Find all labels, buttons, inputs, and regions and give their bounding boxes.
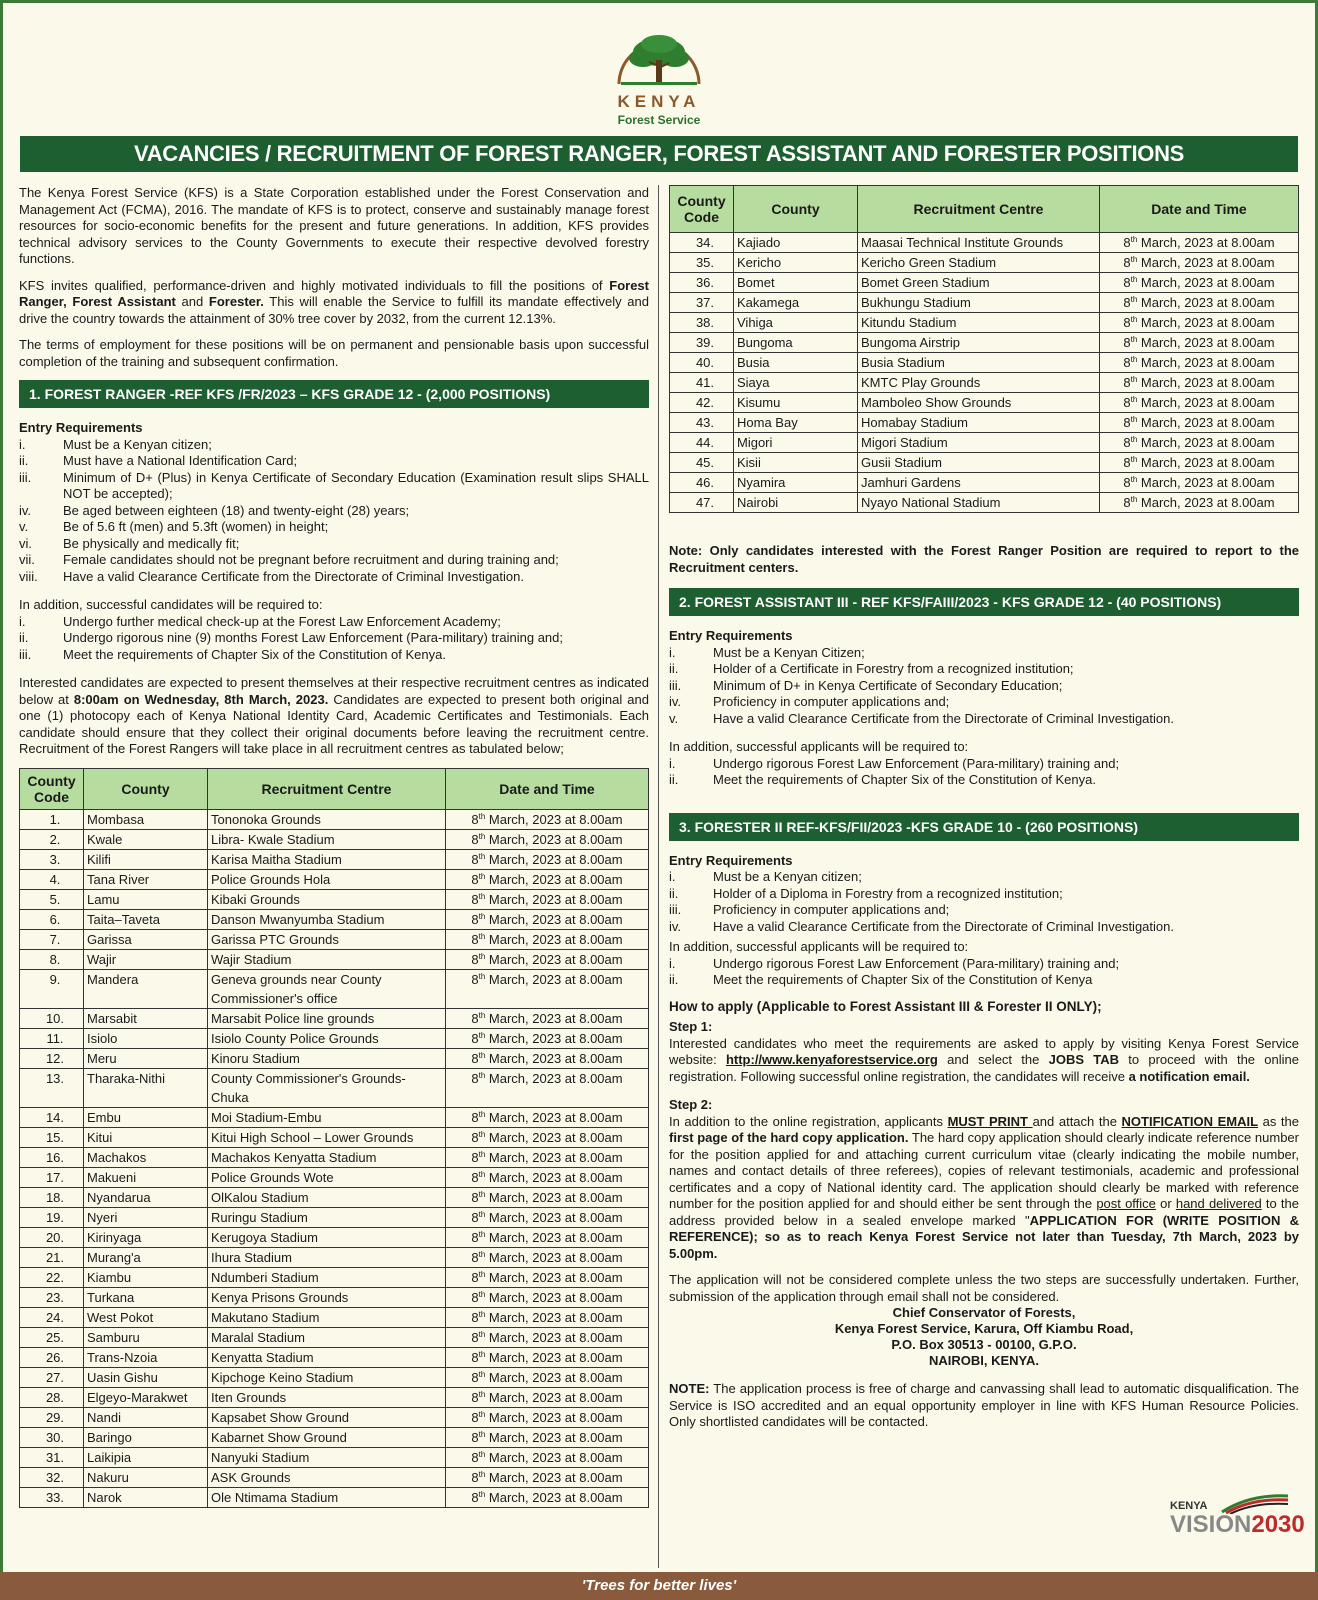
how-to-apply-heading: How to apply (Applicable to Forest Assistant III & Forester II ONLY);: [669, 998, 1102, 1014]
table-row: 26. Trans-Nzoia Kenyatta Stadium 8th March, 2023 at 8.00am: [20, 1347, 649, 1367]
table-row: 8. Wajir Wajir Stadium 8th March, 2023 at 8.00am: [20, 949, 649, 969]
table-row: 22. Kiambu Ndumberi Stadium 8th March, 2023 at 8.00am: [20, 1267, 649, 1287]
header-county: County: [84, 768, 208, 809]
step-2-text: In addition to the online registration, applicants MUST PRINT and attach the NOTIFICATION EMAIL as the first page of the hard copy application. The hard copy application should clearly indicate reference number for the position applied for and attaching current curriculum vitae (clearly indicating the mobile number, names and contact details of three referees), copies of relevant testimonials, academic and professional certificates and a copy of National identity card. The application should clearly be marked with reference number for the position applied for and should either be sent through the post office or hand delivered to the address provided below in a sealed envelope marked "APPLICATION FOR (WRITE POSITION & REFERENCE); so as to reach Kenya Forest Service not later than Tuesday, 7th March, 2023 by 5.00pm.: [669, 1113, 1299, 1261]
intro-paragraph-3: The terms of employment for these positions will be on permanent and pensionable basis upon successful completion of the training and subsequent confirmation.: [19, 337, 649, 369]
table-row: 35. Kericho Kericho Green Stadium 8th March, 2023 at 8.00am: [670, 253, 1299, 273]
step-2-label: Step 2:: [669, 1097, 713, 1112]
footer-slogan: 'Trees for better lives': [0, 1572, 1318, 1600]
table-row: 40. Busia Busia Stadium 8th March, 2023 at 8.00am: [670, 353, 1299, 373]
column-divider: [658, 185, 659, 1568]
logo-forest-service: Forest Service: [617, 113, 701, 127]
table-row: 42. Kisumu Mamboleo Show Grounds 8th March, 2023 at 8.00am: [670, 393, 1299, 413]
vision-text: VISION2030: [1170, 1511, 1305, 1538]
step-1-text: Interested candidates who meet the requirements are asked to apply by visiting Kenya Forest Service website: http://www.kenyaforestservice.org and select the JOBS TAB to proceed with the online registration. Following successful online registration, the candidates will receive a notification email.: [669, 1035, 1299, 1084]
section-3-title: 3. FORESTER II REF-KFS/FII/2023 -KFS GRADE 10 - (260 POSITIONS): [669, 813, 1299, 841]
table-row: 6. Taita–Taveta Danson Mwanyumba Stadium 8th March, 2023 at 8.00am: [20, 909, 649, 929]
table-row: 3. Kilifi Karisa Maitha Stadium 8th March, 2023 at 8.00am: [20, 849, 649, 869]
table-row: 34. Kajiado Maasai Technical Institute Grounds 8th March, 2023 at 8.00am: [670, 233, 1299, 253]
table-row: 18. Nyandarua OlKalou Stadium 8th March, 2023 at 8.00am: [20, 1187, 649, 1207]
section-2-addition-heading: In addition, successful applicants will be required to:: [669, 739, 969, 754]
table-row: 17. Makueni Police Grounds Wote 8th March, 2023 at 8.00am: [20, 1167, 649, 1187]
header-date: Date and Time: [1100, 186, 1299, 233]
table-row: 14. Embu Moi Stadium-Embu 8th March, 2023 at 8.00am: [20, 1107, 649, 1127]
section-2-entry-heading: Entry Requirements: [669, 628, 793, 643]
table-row: 43. Homa Bay Homabay Stadium 8th March, 2023 at 8.00am: [670, 413, 1299, 433]
vision-2030-logo: [1170, 1500, 1305, 1538]
table-row: 46. Nyamira Jamhuri Gardens 8th March, 2023 at 8.00am: [670, 473, 1299, 493]
table-row: 15. Kitui Kitui High School – Lower Grounds 8th March, 2023 at 8.00am: [20, 1127, 649, 1147]
list-item: i. Undergo rigorous Forest Law Enforcement (Para-military) training and;: [669, 755, 1120, 771]
address-line: P.O. Box 30513 - 00100, G.P.O.: [891, 1337, 1077, 1352]
swoosh-icon: [1220, 1492, 1290, 1514]
table-row: 19. Nyeri Ruringu Stadium 8th March, 2023 at 8.00am: [20, 1207, 649, 1227]
header-centre: Recruitment Centre: [208, 768, 446, 809]
table-row: 28. Elgeyo-Marakwet Iten Grounds 8th March, 2023 at 8.00am: [20, 1387, 649, 1407]
table-row: 7. Garissa Garissa PTC Grounds 8th March, 2023 at 8.00am: [20, 929, 649, 949]
table-row: 29. Nandi Kapsabet Show Ground 8th March, 2023 at 8.00am: [20, 1407, 649, 1427]
table-row: 25. Samburu Maralal Stadium 8th March, 2023 at 8.00am: [20, 1327, 649, 1347]
table-row: 39. Bungoma Bungoma Airstrip 8th March, 2023 at 8.00am: [670, 333, 1299, 353]
list-item: i. Undergo rigorous Forest Law Enforcement (Para-military) training and;: [669, 955, 1120, 971]
list-item: ii. Meet the requirements of Chapter Six of the Constitution of Kenya: [669, 972, 1093, 987]
section-1-present-paragraph: Interested candidates are expected to present themselves at their respective recruitment centres as indicated below at 8:00am on Wednesday, 8th March, 2023. Candidates are expected to present both original and one (1) photocopy each of Kenya National Identity Card, Academic Certificates and Testimonials. Each candidate should ensure that they collect their original documents before leaving the recruitment centre. Recruitment of the Forest Rangers will take place in all recruitment centres as tabulated below;: [19, 675, 649, 756]
list-item: vii. Female candidates should not be pregnant before recruitment and during training and;: [19, 552, 559, 567]
table-row: 32. Nakuru ASK Grounds 8th March, 2023 at 8.00am: [20, 1467, 649, 1487]
section-1-addition-list: [19, 614, 649, 664]
section-1-title: 1. FOREST RANGER -REF KFS /FR/2023 – KFS GRADE 12 - (2,000 POSITIONS): [19, 380, 649, 408]
table-row: 37. Kakamega Bukhungu Stadium 8th March, 2023 at 8.00am: [670, 293, 1299, 313]
table-row: 9. Mandera Geneva grounds near County Commissioner's office 8th March, 2023 at 8.00am: [20, 969, 649, 1008]
header-code: County Code: [670, 186, 734, 233]
section-3-entry-heading: Entry Requirements: [669, 852, 793, 868]
list-item: ii. Must have a National Identification Card;: [19, 453, 298, 468]
table-row: 31. Laikipia Nanyuki Stadium 8th March, 2023 at 8.00am: [20, 1447, 649, 1467]
table-row: 1. Mombasa Tononoka Grounds 8th March, 2023 at 8.00am: [20, 809, 649, 829]
step-1-label: Step 1:: [669, 1019, 713, 1034]
header-county: County: [734, 186, 858, 233]
table-row: 45. Kisii Gusii Stadium 8th March, 2023 at 8.00am: [670, 453, 1299, 473]
table-row: 10. Marsabit Marsabit Police line grounds 8th March, 2023 at 8.00am: [20, 1008, 649, 1028]
list-item: ii. Holder of a Diploma in Forestry from a recognized institution;: [669, 885, 1063, 901]
tree-icon: [611, 22, 707, 90]
list-item: iii. Meet the requirements of Chapter Six of the Constitution of Kenya.: [19, 646, 446, 662]
table-row: 30. Baringo Kabarnet Show Ground 8th March, 2023 at 8.00am: [20, 1427, 649, 1447]
list-item: iv. Proficiency in computer applications and;: [669, 694, 950, 709]
intro-paragraph-2: KFS invites qualified, performance-driven and highly motivated individuals to fill the positions of Forest Ranger, Forest Assistant and Forester. This will enable the Service to fulfill its mandate effectively and drive the country towards the attainment of 30% tree cover by 2032, from the current 12.13%.: [19, 277, 649, 326]
address-line: NAIROBI, KENYA.: [928, 1353, 1040, 1368]
right-column: [669, 185, 1299, 1441]
section-3-requirements: [669, 869, 1299, 935]
section-1-addition-heading: In addition, successful candidates will be required to:: [19, 597, 323, 612]
recruitment-table-right: [669, 185, 1299, 513]
header-date: Date and Time: [446, 768, 649, 809]
list-item: viii. Have a valid Clearance Certificate from the Directorate of Criminal Investigation.: [19, 568, 524, 584]
table-row: 38. Vihiga Kitundu Stadium 8th March, 2023 at 8.00am: [670, 313, 1299, 333]
header-code: County Code: [20, 768, 84, 809]
logo-kenya: KENYA: [617, 92, 701, 111]
section-2-addition-list: [669, 756, 1299, 789]
section-1-entry-heading: Entry Requirements: [19, 420, 143, 435]
table-row: 27. Uasin Gishu Kipchoge Keino Stadium 8th March, 2023 at 8.00am: [20, 1367, 649, 1387]
table-row: 23. Turkana Kenya Prisons Grounds 8th March, 2023 at 8.00am: [20, 1287, 649, 1307]
list-item: ii. Undergo rigorous nine (9) months Forest Law Enforcement (Para-military) training and;: [19, 630, 563, 645]
recruitment-table-left: [19, 768, 649, 1508]
table-row: 44. Migori Migori Stadium 8th March, 2023 at 8.00am: [670, 433, 1299, 453]
table-row: 13. Tharaka-Nithi County Commissioner's Grounds- Chuka 8th March, 2023 at 8.00am: [20, 1068, 649, 1107]
table-row: 24. West Pokot Makutano Stadium 8th March, 2023 at 8.00am: [20, 1307, 649, 1327]
table-row: 33. Narok Ole Ntimama Stadium 8th March, 2023 at 8.00am: [20, 1487, 649, 1507]
final-note: NOTE: The application process is free of charge and canvassing shall lead to automatic disqualification. The Service is ISO accredited and an equal opportunity employer in line with KFS Human Resource Policies. Only shortlisted candidates will be contacted.: [669, 1381, 1299, 1429]
left-column: [19, 185, 649, 1508]
table-row: 21. Murang'a Ihura Stadium 8th March, 2023 at 8.00am: [20, 1247, 649, 1267]
section-1-requirements: [19, 437, 649, 586]
table-row: 41. Siaya KMTC Play Grounds 8th March, 2023 at 8.00am: [670, 373, 1299, 393]
list-item: vi. Be physically and medically fit;: [19, 535, 240, 551]
section-3-addition-heading: In addition, successful applicants will be required to:: [669, 939, 969, 954]
table-row: 5. Lamu Kibaki Grounds 8th March, 2023 at 8.00am: [20, 889, 649, 909]
list-item: ii. Meet the requirements of Chapter Six of the Constitution of Kenya.: [669, 772, 1096, 787]
list-item: iv. Have a valid Clearance Certificate from the Directorate of Criminal Investigation.: [669, 918, 1174, 934]
vision-kenya: KENYA: [1170, 1500, 1208, 1512]
list-item: i. Must be a Kenyan citizen;: [669, 869, 862, 884]
list-item: ii. Holder of a Certificate in Forestry from a recognized institution;: [669, 661, 1074, 676]
intro-paragraph-1: The Kenya Forest Service (KFS) is a State Corporation established under the Forest Conservation and Management Act (FCMA), 2016. The mandate of KFS is to protect, conserve and sustainably manage forest resources for socio-economic benefits for the present and future generations. In addition, KFS provides technical advisory services to the County Governments to execute their respective devolved forestry functions.: [19, 185, 649, 266]
table-row: 4. Tana River Police Grounds Hola 8th March, 2023 at 8.00am: [20, 869, 649, 889]
kfs-logo: [602, 22, 716, 127]
list-item: i. Must be a Kenyan citizen;: [19, 436, 212, 452]
table-row: 12. Meru Kinoru Stadium 8th March, 2023 at 8.00am: [20, 1048, 649, 1068]
table-row: 11. Isiolo Isiolo County Police Grounds 8th March, 2023 at 8.00am: [20, 1028, 649, 1048]
table-row: 47. Nairobi Nyayo National Stadium 8th March, 2023 at 8.00am: [670, 493, 1299, 513]
list-item: iii. Proficiency in computer applications and;: [669, 902, 950, 917]
kfs-website-link[interactable]: http://www.kenyaforestservice.org: [725, 1052, 938, 1067]
list-item: iii. Minimum of D+ in Kenya Certificate of Secondary Education;: [669, 677, 1063, 693]
address-block: [669, 1305, 1299, 1369]
list-item: i. Must be a Kenyan Citizen;: [669, 644, 865, 660]
list-item: iv. Be aged between eighteen (18) and twenty-eight (28) years;: [19, 502, 410, 518]
table-row: 36. Bomet Bomet Green Stadium 8th March, 2023 at 8.00am: [670, 273, 1299, 293]
header-centre: Recruitment Centre: [858, 186, 1100, 233]
table-row: 16. Machakos Machakos Kenyatta Stadium 8th March, 2023 at 8.00am: [20, 1147, 649, 1167]
section-2-title: 2. FOREST ASSISTANT III - REF KFS/FAIII/2023 - KFS GRADE 12 - (40 POSITIONS): [669, 588, 1299, 616]
address-line: Chief Conservator of Forests,: [892, 1305, 1076, 1320]
section-2-requirements: [669, 645, 1299, 728]
table-row: 20. Kirinyaga Kerugoya Stadium 8th March, 2023 at 8.00am: [20, 1227, 649, 1247]
complete-paragraph: The application will not be considered complete unless the two steps are successfully undertaken. Further, submission of the application through email shall not be considered.: [669, 1272, 1299, 1304]
page-title: VACANCIES / RECRUITMENT OF FOREST RANGER, FOREST ASSISTANT AND FORESTER POSITIONS: [20, 136, 1298, 172]
list-item: iii. Minimum of D+ (Plus) in Kenya Certificate of Secondary Education (Examination result slips SHALL NOT be accepted);: [19, 469, 649, 501]
list-item: i. Undergo further medical check-up at the Forest Law Enforcement Academy;: [19, 613, 501, 629]
list-item: v. Be of 5.6 ft (men) and 5.3ft (women) in height;: [19, 519, 329, 534]
ranger-note: Note: Only candidates interested with the Forest Ranger Position are required to report to the Recruitment centers.: [669, 543, 1299, 575]
list-item: v. Have a valid Clearance Certificate from the Directorate of Criminal Investigation.: [669, 710, 1174, 726]
table-row: 2. Kwale Libra- Kwale Stadium 8th March, 2023 at 8.00am: [20, 829, 649, 849]
address-line: Kenya Forest Service, Karura, Off Kiambu Road,: [834, 1321, 1134, 1336]
section-3-addition-list: [669, 956, 1299, 989]
